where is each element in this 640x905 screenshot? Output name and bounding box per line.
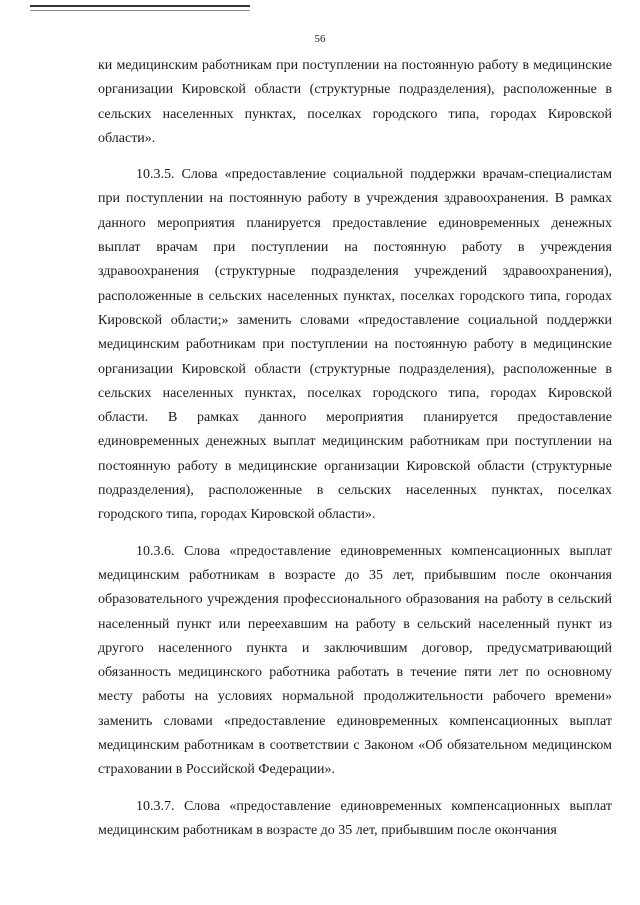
paragraph-continuation: ки медицинским работникам при поступлении на постоянную работу в медицинские организации Кировской области (структурные подразделения), расположенные в сельских населенных пунктах, поселках городского типа, городах Кировской области». — [98, 58, 612, 146]
header-rule — [30, 5, 250, 7]
header-rule-thin — [30, 10, 250, 11]
paragraph-10-3-5: 10.3.5. Слова «предоставление социальной поддержки врачам-специалистам при поступлении на постоянную работу в учреждения здравоохранения. В рамках данного мероприятия планируется предоставление единовременных денежных выплат врачам при поступлении на постоянную работу в учреждения здравоохранения (структурные подразделения учреждений здравоохранения), расположенные в сельских населенных пунктах, поселках городского типа, городах Кировской области;» заменить словами «предоставление социальной поддержки медицинским работникам при поступлении на постоянную работу в медицинские организации Кировской области (структурные подразделения), расположенные в сельских населенных пунктах, поселках городского типа, городах Кировской области. В рамках данного мероприятия планируется предоставление единовременных денежных выплат медицинским работникам при поступлении на постоянную работу в медицинские организации Кировской области (структурные подразделения), расположенные в сельских населенных пунктах, поселках городского типа, городах Кировской области». — [98, 167, 612, 523]
page-number: 56 — [314, 33, 326, 45]
paragraph-10-3-6: 10.3.6. Слова «предоставление единовременных компенсационных выплат медицинским работникам в возрасте до 35 лет, прибывшим после окончания образовательного учреждения профессионального образования на работу в сельский населенный пункт или переехавшим на работу в сельский населенный пункт из другого населенного пункта и заключившим договор, предусматривающий обязанность медицинского работника работать в течение пяти лет по основному месту работы на условиях нормальной продолжительности рабочего времени» заменить словами «предоставление единовременных компенсационных выплат медицинским работникам в соответствии с Законом «Об обязательном медицинском страховании в Российской Федерации». — [98, 543, 612, 778]
paragraph-10-3-7: 10.3.7. Слова «предоставление единовременных компенсационных выплат медицинским работникам в возрасте до 35 лет, прибывшим после окончания — [98, 798, 612, 838]
document-body — [98, 54, 612, 843]
